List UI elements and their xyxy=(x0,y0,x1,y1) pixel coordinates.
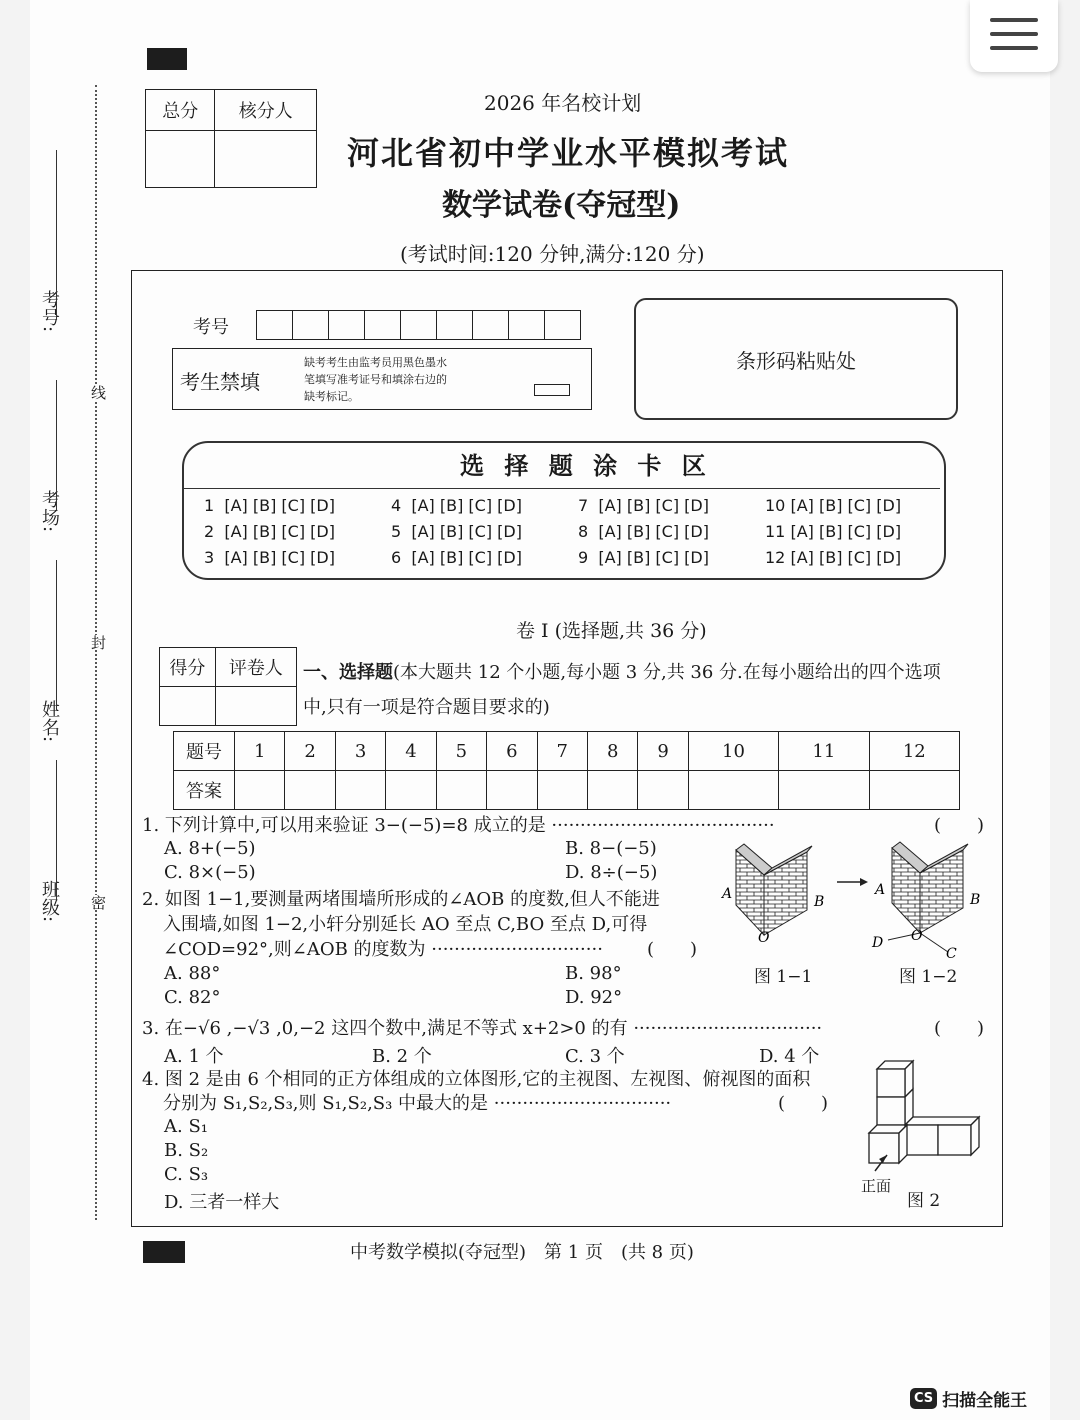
svg-text:O: O xyxy=(758,930,770,946)
year-plan: 2026 年名校计划 xyxy=(484,91,642,115)
question-number-cell: 1 xyxy=(235,732,285,771)
question-number-cell: 7 xyxy=(537,732,587,771)
side-label-name: 姓名: xyxy=(39,700,60,743)
question-number-cell: 3 xyxy=(335,732,385,771)
answer-cell[interactable] xyxy=(386,771,436,810)
total-score-cell[interactable] xyxy=(146,131,215,188)
mcq-item: 12 [A] [B] [C] [D] xyxy=(765,548,902,567)
mcq-item: 6 [A] [B] [C] [D] xyxy=(391,548,522,567)
side-label-class: 班级: xyxy=(39,880,60,923)
front-label: 正面 xyxy=(861,1177,892,1195)
svg-text:C: C xyxy=(946,946,957,962)
mcq-grid xyxy=(204,496,924,574)
mcq-item: 2 [A] [B] [C] [D] xyxy=(204,522,335,541)
menu-icon xyxy=(990,18,1038,22)
side-label-venue: 考场: xyxy=(39,490,60,533)
section-score-table xyxy=(159,647,297,726)
binding-line xyxy=(95,85,97,1220)
mcq-item: 3 [A] [B] [C] [D] xyxy=(204,548,335,567)
svg-text:B: B xyxy=(814,894,825,910)
page-footer: 中考数学模拟(夺冠型) 第 1 页 (共 8 页) xyxy=(350,1242,694,1263)
mcq-item: 1 [A] [B] [C] [D] xyxy=(204,496,335,515)
q4-option-c: C. S₃ xyxy=(164,1164,209,1185)
q4-option-a: A. S₁ xyxy=(164,1116,208,1137)
q3-option-b: B. 2 个 xyxy=(372,1046,432,1067)
camscanner-logo: CS xyxy=(910,1388,937,1409)
q4-option-d: D. 三者一样大 xyxy=(164,1192,280,1213)
q3-option-d: D. 4 个 xyxy=(759,1046,820,1067)
q2-option-a: A. 88° xyxy=(164,963,221,984)
question-1-stem: 1. 下列计算中,可以用来验证 3−(−5)=8 成立的是 ······································· xyxy=(142,815,775,836)
question-1-paren: ( ) xyxy=(934,815,985,836)
question-number-cell: 8 xyxy=(587,732,637,771)
question-2-line3: ∠COD=92°,则∠AOB 的度数为 ······························ xyxy=(163,939,603,960)
mcq-item: 10 [A] [B] [C] [D] xyxy=(765,496,902,515)
q1-option-b: B. 8−(−5) xyxy=(565,838,657,859)
mcq-item: 5 [A] [B] [C] [D] xyxy=(391,522,522,541)
q2-option-b: B. 98° xyxy=(565,963,622,984)
question-4-line1: 4. 图 2 是由 6 个相同的正方体组成的立体图形,它的主视图、左视图、俯视图的面积 xyxy=(142,1069,811,1090)
brand-name: 扫描全能王 xyxy=(942,1391,1028,1411)
question-3-paren: ( ) xyxy=(934,1018,985,1039)
answer-cell[interactable] xyxy=(638,771,688,810)
subject-title: 数学试卷(夺冠型) xyxy=(442,188,681,223)
registration-mark xyxy=(143,1241,185,1263)
q1-option-d: D. 8÷(−5) xyxy=(565,862,658,883)
answer-table xyxy=(173,731,960,810)
figure-2-cubes xyxy=(855,1055,990,1180)
question-2-paren: ( ) xyxy=(647,939,698,960)
q1-option-c: C. 8×(−5) xyxy=(164,862,256,883)
q3-option-a: A. 1 个 xyxy=(164,1046,224,1067)
answer-row-label: 答案 xyxy=(174,771,235,810)
question-number-cell: 12 xyxy=(869,732,959,771)
question-2-line2: 入围墙,如图 1−2,小轩分别延长 AO 至点 C,BO 至点 D,可得 xyxy=(163,914,648,935)
side-label-seal: 封 xyxy=(89,635,107,650)
section-grader-label: 评卷人 xyxy=(215,648,296,687)
forbidden-label: 考生禁填 xyxy=(180,370,260,394)
question-4-line2: 分别为 S₁,S₂,S₃,则 S₁,S₂,S₃ 中最大的是 ······························· xyxy=(163,1093,672,1114)
answer-cell[interactable] xyxy=(869,771,959,810)
answer-cell[interactable] xyxy=(235,771,285,810)
question-number-cell: 11 xyxy=(779,732,869,771)
exam-title: 河北省初中学业水平模拟考试 xyxy=(347,134,790,172)
barcode-area: 条形码粘贴处 xyxy=(634,298,958,420)
question-2-line1: 2. 如图 1−1,要测量两堵围墙所形成的∠AOB 的度数,但人不能进 xyxy=(142,889,660,910)
section-title: 卷 I (选择题,共 36 分) xyxy=(516,620,707,642)
mcq-item: 7 [A] [B] [C] [D] xyxy=(578,496,709,515)
answer-cell[interactable] xyxy=(335,771,385,810)
section-score-label: 得分 xyxy=(160,648,216,687)
answer-row-label: 题号 xyxy=(174,732,235,771)
side-label-exam-no: 考号: xyxy=(39,290,60,333)
section-grader-cell[interactable] xyxy=(215,687,296,726)
scanner-brand xyxy=(910,1386,1027,1411)
figure-2-caption: 图 2 xyxy=(907,1191,941,1211)
side-label-line: 线 xyxy=(89,385,107,400)
answer-cell[interactable] xyxy=(779,771,869,810)
answer-cell[interactable] xyxy=(285,771,335,810)
answer-cell[interactable] xyxy=(487,771,537,810)
svg-text:O: O xyxy=(911,928,923,944)
mcq-title: 选 择 题 涂 卡 区 xyxy=(460,451,712,480)
q2-option-c: C. 82° xyxy=(164,987,221,1008)
question-number-cell: 4 xyxy=(386,732,436,771)
answer-cell[interactable] xyxy=(688,771,778,810)
exam-no-cells[interactable] xyxy=(256,310,581,340)
total-score-label: 总分 xyxy=(146,90,215,131)
checker-cell[interactable] xyxy=(215,131,317,188)
mcq-item: 9 [A] [B] [C] [D] xyxy=(578,548,709,567)
figure-1-1-caption: 图 1−1 xyxy=(754,967,813,987)
exam-no-label: 考号 xyxy=(193,317,229,338)
registration-mark xyxy=(147,48,187,70)
absent-note: 缺考考生由监考员用黑色墨水 笔填写准考证号和填涂右边的 缺考标记。 xyxy=(304,356,447,403)
question-3-stem: 3. 在−√6 ,−√3 ,0,−2 这四个数中,满足不等式 x+2>0 的有 ································· xyxy=(142,1018,823,1039)
q3-option-c: C. 3 个 xyxy=(565,1046,625,1067)
question-number-cell: 5 xyxy=(436,732,486,771)
svg-text:A: A xyxy=(722,886,733,902)
mcq-item: 8 [A] [B] [C] [D] xyxy=(578,522,709,541)
question-number-cell: 2 xyxy=(285,732,335,771)
svg-text:D: D xyxy=(872,935,884,951)
mcq-item: 4 [A] [B] [C] [D] xyxy=(391,496,522,515)
answer-cell[interactable] xyxy=(537,771,587,810)
exam-info: (考试时间:120 分钟,满分:120 分) xyxy=(400,242,705,266)
menu-button[interactable] xyxy=(970,0,1058,72)
total-score-table xyxy=(145,89,317,188)
answer-cell[interactable] xyxy=(436,771,486,810)
q4-option-b: B. S₂ xyxy=(164,1140,209,1161)
question-number-cell: 6 xyxy=(487,732,537,771)
question-number-cell: 10 xyxy=(688,732,778,771)
figure-1-walls xyxy=(712,840,992,965)
checker-label: 核分人 xyxy=(215,90,317,131)
svg-text:B: B xyxy=(970,892,981,908)
absent-mark-box[interactable] xyxy=(534,384,570,396)
mcq-item: 11 [A] [B] [C] [D] xyxy=(765,522,902,541)
q2-option-d: D. 92° xyxy=(565,987,623,1008)
section-instruction: 一、选择题(本大题共 12 个小题,每小题 3 分,共 36 分.在每小题给出的四个选项 中,只有一项是符合题目要求的) xyxy=(303,662,941,718)
figure-1-2-caption: 图 1−2 xyxy=(899,967,958,987)
section-score-cell[interactable] xyxy=(160,687,216,726)
question-number-cell: 9 xyxy=(638,732,688,771)
svg-text:A: A xyxy=(875,882,886,898)
question-4-paren: ( ) xyxy=(778,1093,829,1114)
answer-cell[interactable] xyxy=(587,771,637,810)
side-label-secret: 密 xyxy=(89,895,107,910)
q1-option-a: A. 8+(−5) xyxy=(164,838,256,859)
